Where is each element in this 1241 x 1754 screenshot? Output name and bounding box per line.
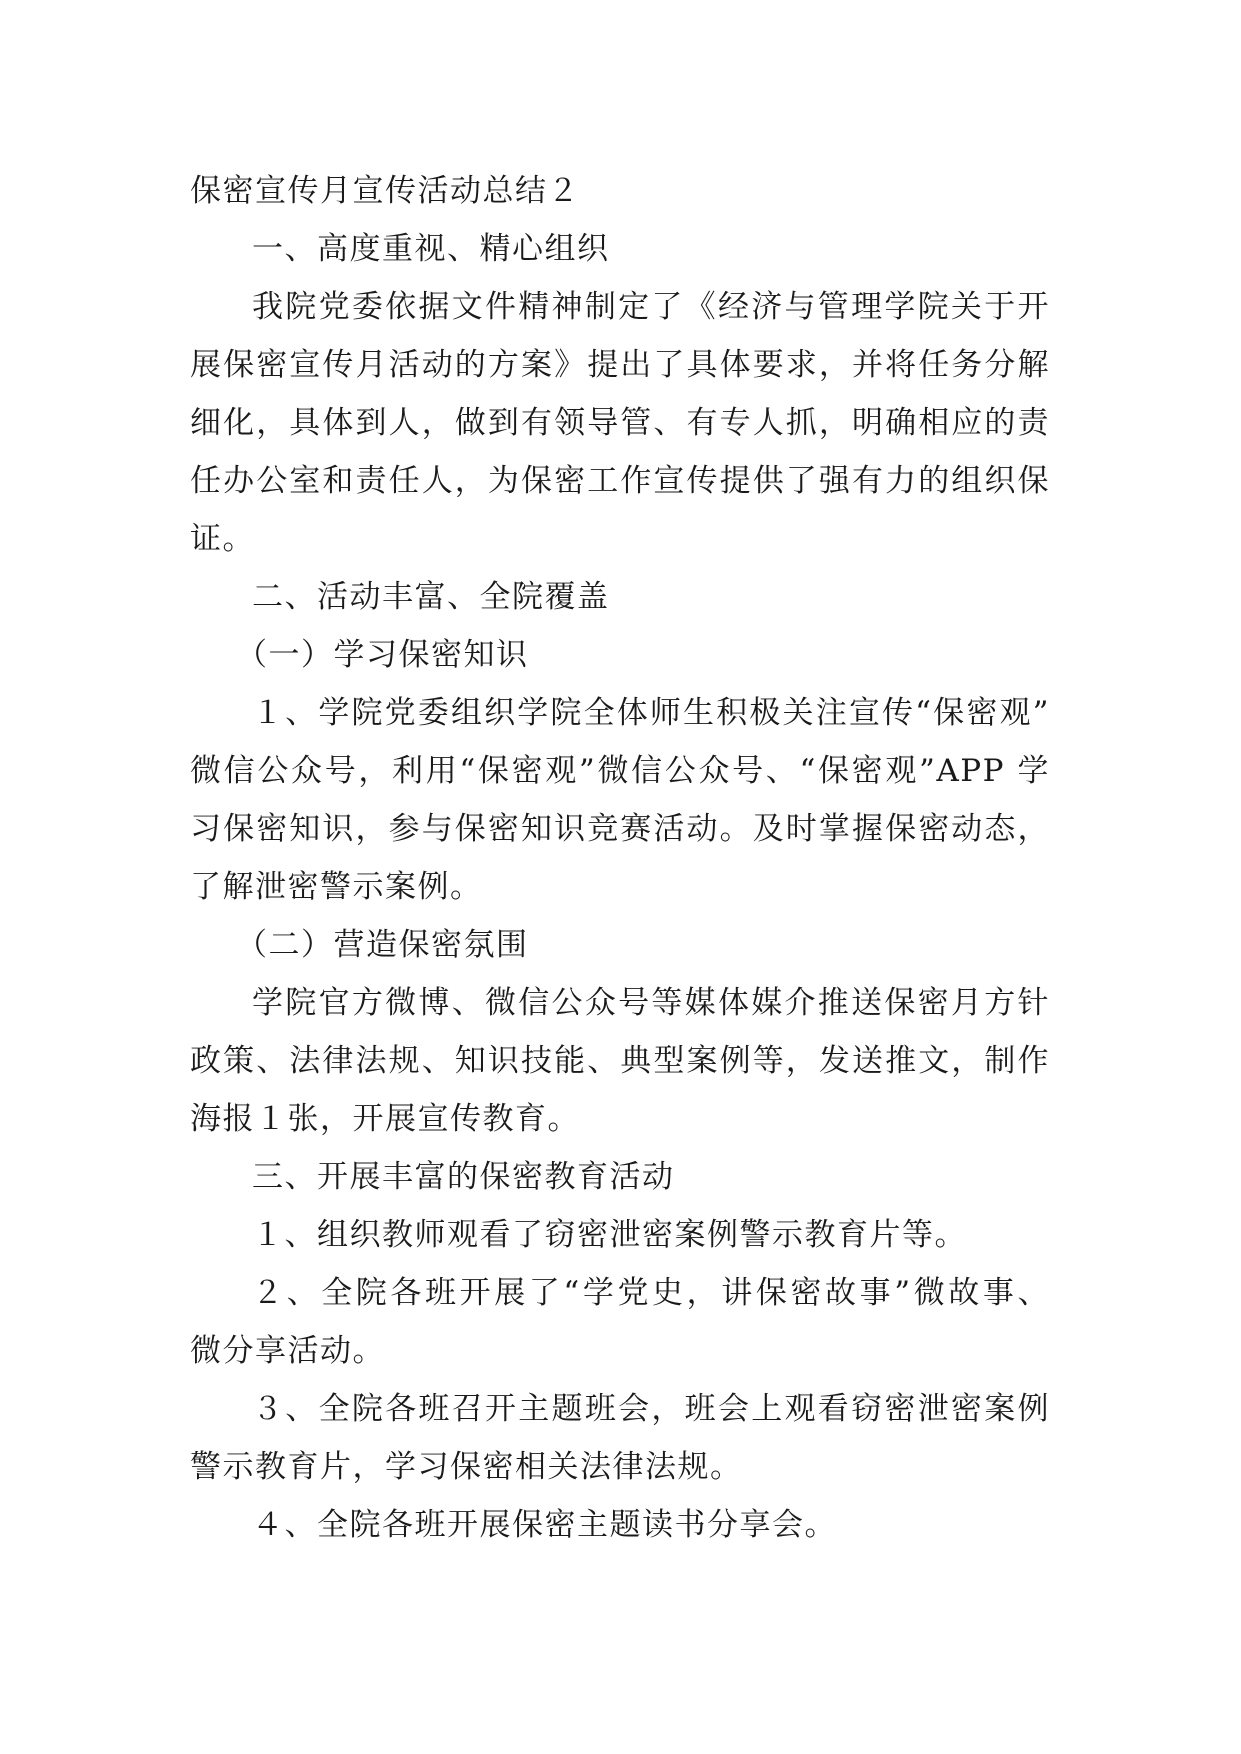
paragraph-line: 了解泄密警示案例。 — [190, 869, 483, 905]
document-body — [190, 162, 1050, 1554]
paragraph-line: 学院官方微博、微信公众号等媒体媒介推送保密月方针 — [252, 985, 1050, 1021]
paragraph-line: 我院党委依据文件精神制定了《经济与管理学院关于开 — [252, 289, 1050, 325]
paragraph-line: 细化，具体到人，做到有领导管、有专人抓，明确相应的责 — [190, 405, 1050, 441]
list-item-3-cont: 警示教育片，学习保密相关法律法规。 — [190, 1449, 743, 1485]
paragraph-line: 证。 — [190, 521, 255, 557]
paragraph-line: １、学院党委组织学院全体师生积极关注宣传“保密观” — [252, 695, 1050, 731]
section-heading-3: 三、开展丰富的保密教育活动 — [252, 1159, 675, 1195]
list-item-2: ２、全院各班开展了“学党史，讲保密故事”微故事、 — [252, 1275, 1050, 1311]
paragraph-line: 展保密宣传月活动的方案》提出了具体要求，并将任务分解 — [190, 347, 1050, 383]
list-item-2-cont: 微分享活动。 — [190, 1333, 385, 1369]
list-item-4: ４、全院各班开展保密主题读书分享会。 — [252, 1507, 837, 1543]
section-heading-2: 二、活动丰富、全院覆盖 — [252, 579, 610, 615]
list-item-1: １、组织教师观看了窃密泄密案例警示教育片等。 — [252, 1217, 967, 1253]
paragraph-line: 政策、法律法规、知识技能、典型案例等，发送推文，制作 — [190, 1043, 1050, 1079]
document-title: 保密宣传月宣传活动总结２ — [190, 173, 580, 209]
paragraph-line: 任办公室和责任人，为保密工作宣传提供了强有力的组织保 — [190, 463, 1050, 499]
list-item-3: ３、全院各班召开主题班会，班会上观看窃密泄密案例 — [252, 1391, 1050, 1427]
subsection-heading-2: （二）营造保密氛围 — [236, 927, 529, 963]
section-heading-1: 一、高度重视、精心组织 — [252, 231, 610, 267]
paragraph-line: 习保密知识，参与保密知识竞赛活动。及时掌握保密动态， — [190, 811, 1050, 847]
paragraph-line: 微信公众号，利用“保密观”微信公众号、“保密观”APP 学 — [190, 753, 1050, 789]
paragraph-line: 海报１张，开展宣传教育。 — [190, 1101, 580, 1137]
subsection-heading-1: （一）学习保密知识 — [236, 637, 529, 673]
